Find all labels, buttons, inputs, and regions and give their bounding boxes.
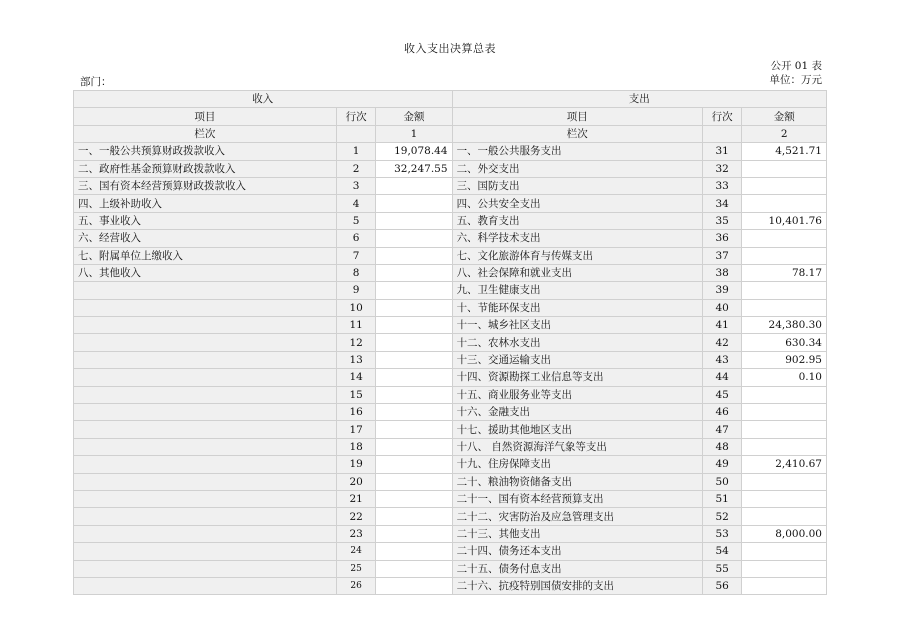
income-item-name (74, 351, 337, 368)
income-amount (376, 247, 452, 264)
expense-amount (742, 386, 827, 403)
income-item-name: 三、国有资本经营预算财政拨款收入 (74, 177, 337, 194)
expense-item-name: 二十二、灾害防治及应急管理支出 (452, 508, 702, 525)
income-amount (376, 456, 452, 473)
expense-item-name: 十八、 自然资源海洋气象等支出 (452, 438, 702, 455)
table-row (74, 195, 827, 212)
income-amount (376, 438, 452, 455)
income-row-header: 行次 (336, 108, 376, 125)
income-item-name (74, 386, 337, 403)
expense-amount (742, 282, 827, 299)
expense-row-number: 52 (702, 508, 742, 525)
expense-amount (742, 195, 827, 212)
income-item-header: 项目 (74, 108, 337, 125)
expense-item-name: 四、公共安全支出 (452, 195, 702, 212)
income-item-name (74, 525, 337, 542)
expense-item-name: 二、外交支出 (452, 160, 702, 177)
expense-item-name: 七、文化旅游体育与传媒支出 (452, 247, 702, 264)
income-row-number: 18 (336, 438, 376, 455)
expense-amount (742, 421, 827, 438)
expense-amount (742, 508, 827, 525)
income-row-number: 25 (336, 560, 376, 577)
income-row-number: 21 (336, 490, 376, 507)
income-row-number: 6 (336, 230, 376, 247)
expense-row-number: 51 (702, 490, 742, 507)
income-amount (376, 508, 452, 525)
income-amount (376, 264, 452, 281)
expense-item-name: 十七、援助其他地区支出 (452, 421, 702, 438)
expense-row-number: 35 (702, 212, 742, 229)
expense-row-number: 40 (702, 299, 742, 316)
expense-row-number: 54 (702, 543, 742, 560)
income-item-name (74, 508, 337, 525)
expense-amount (742, 543, 827, 560)
expense-amount: 78.17 (742, 264, 827, 281)
income-row-number: 9 (336, 282, 376, 299)
income-row-number: 23 (336, 525, 376, 542)
expense-amount: 24,380.30 (742, 317, 827, 334)
expense-amount (742, 560, 827, 577)
income-row-number: 12 (336, 334, 376, 351)
table-row (74, 143, 827, 160)
section-header-row (74, 91, 827, 108)
income-amount (376, 369, 452, 386)
expense-item-name: 二十一、国有资本经营预算支出 (452, 490, 702, 507)
expense-amount (742, 230, 827, 247)
income-item-name: 五、事业收入 (74, 212, 337, 229)
income-row-number: 2 (336, 160, 376, 177)
table-row (74, 351, 827, 368)
income-row-number: 14 (336, 369, 376, 386)
expense-item-name: 三、国防支出 (452, 177, 702, 194)
table-row (74, 543, 827, 560)
expense-item-header: 项目 (452, 108, 702, 125)
income-amount (376, 473, 452, 490)
expense-row-number: 45 (702, 386, 742, 403)
income-amount (376, 421, 452, 438)
table-row (74, 421, 827, 438)
table-row (74, 456, 827, 473)
unit-label: 单位：万元 (769, 74, 822, 86)
table-row (74, 334, 827, 351)
income-row-number: 4 (336, 195, 376, 212)
expense-row-number: 53 (702, 525, 742, 542)
income-lanci-blank (336, 125, 376, 142)
expense-row-number: 36 (702, 230, 742, 247)
expense-item-name: 十一、城乡社区支出 (452, 317, 702, 334)
income-item-name: 一、一般公共预算财政拨款收入 (74, 143, 337, 160)
expense-row-number: 34 (702, 195, 742, 212)
table-row (74, 160, 827, 177)
income-row-number: 26 (336, 577, 376, 594)
expense-row-number: 48 (702, 438, 742, 455)
expense-row-number: 56 (702, 577, 742, 594)
expense-item-name: 十九、住房保障支出 (452, 456, 702, 473)
income-row-number: 24 (336, 543, 376, 560)
table-row (74, 490, 827, 507)
table-row (74, 438, 827, 455)
expense-item-name: 九、卫生健康支出 (452, 282, 702, 299)
expense-lanci-label: 栏次 (452, 125, 702, 142)
income-amount (376, 490, 452, 507)
expense-item-name: 十六、金融支出 (452, 404, 702, 421)
summary-table (73, 90, 827, 595)
page-title: 收入支出决算总表 (404, 42, 496, 55)
table-row (74, 525, 827, 542)
expense-amount: 4,521.71 (742, 143, 827, 160)
income-row-number: 7 (336, 247, 376, 264)
income-amount (376, 195, 452, 212)
income-amount (376, 334, 452, 351)
table-row (74, 264, 827, 281)
income-row-number: 11 (336, 317, 376, 334)
income-amount (376, 282, 452, 299)
income-amount-header: 金额 (376, 108, 452, 125)
expense-item-name: 十五、商业服务业等支出 (452, 386, 702, 403)
meta-right (770, 59, 823, 87)
table-row (74, 299, 827, 316)
income-item-name (74, 490, 337, 507)
income-item-name (74, 543, 337, 560)
expense-amount (742, 404, 827, 421)
expense-row-number: 33 (702, 177, 742, 194)
expense-row-number: 37 (702, 247, 742, 264)
income-item-name (74, 577, 337, 594)
income-row-number: 8 (336, 264, 376, 281)
table-row (74, 386, 827, 403)
expense-row-number: 38 (702, 264, 742, 281)
table-row (74, 317, 827, 334)
expense-item-name: 八、社会保障和就业支出 (452, 264, 702, 281)
expense-amount (742, 177, 827, 194)
income-amount (376, 525, 452, 542)
income-item-name (74, 299, 337, 316)
income-row-number: 19 (336, 456, 376, 473)
expense-amount: 630.34 (742, 334, 827, 351)
expense-lanci-blank (702, 125, 742, 142)
expense-amount-header: 金额 (742, 108, 827, 125)
income-lanci-label: 栏次 (74, 125, 337, 142)
income-row-number: 13 (336, 351, 376, 368)
income-amount (376, 230, 452, 247)
expense-row-number: 44 (702, 369, 742, 386)
income-amount (376, 560, 452, 577)
expense-row-number: 49 (702, 456, 742, 473)
expense-amount: 902.95 (742, 351, 827, 368)
expense-item-name: 二十、粮油物资储备支出 (452, 473, 702, 490)
income-row-number: 10 (336, 299, 376, 316)
income-item-name (74, 456, 337, 473)
expense-amount: 8,000.00 (742, 525, 827, 542)
column-header-row (74, 108, 827, 125)
expense-row-number: 43 (702, 351, 742, 368)
expense-amount: 10,401.76 (742, 212, 827, 229)
income-row-number: 22 (336, 508, 376, 525)
expense-col-index: 2 (742, 125, 827, 142)
expense-amount (742, 438, 827, 455)
income-amount (376, 543, 452, 560)
income-amount: 32,247.55 (376, 160, 452, 177)
income-col-index: 1 (376, 125, 452, 142)
expense-amount (742, 490, 827, 507)
table-row (74, 404, 827, 421)
expense-amount: 0.10 (742, 369, 827, 386)
expense-amount (742, 577, 827, 594)
income-item-name (74, 404, 337, 421)
income-item-name: 八、其他收入 (74, 264, 337, 281)
income-amount (376, 212, 452, 229)
lanci-row (74, 125, 827, 142)
income-item-name (74, 438, 337, 455)
table-row (74, 473, 827, 490)
table-row (74, 282, 827, 299)
income-row-number: 5 (336, 212, 376, 229)
income-amount (376, 351, 452, 368)
table-body (74, 143, 827, 595)
income-row-number: 17 (336, 421, 376, 438)
expense-row-number: 41 (702, 317, 742, 334)
expense-amount (742, 299, 827, 316)
income-amount (376, 404, 452, 421)
expense-row-number: 31 (702, 143, 742, 160)
expense-item-name: 五、教育支出 (452, 212, 702, 229)
form-code: 公开 01 表 (770, 60, 822, 72)
expense-row-header: 行次 (702, 108, 742, 125)
income-item-name: 七、附属单位上缴收入 (74, 247, 337, 264)
expense-item-name: 十二、农林水支出 (452, 334, 702, 351)
expense-item-name: 六、科学技术支出 (452, 230, 702, 247)
income-section-header: 收入 (74, 91, 453, 108)
department-label: 部门： (80, 76, 112, 88)
expense-row-number: 42 (702, 334, 742, 351)
expense-item-name: 十三、交通运输支出 (452, 351, 702, 368)
income-amount (376, 177, 452, 194)
expense-row-number: 46 (702, 404, 742, 421)
income-item-name: 四、上级补助收入 (74, 195, 337, 212)
table-row (74, 560, 827, 577)
income-row-number: 16 (336, 404, 376, 421)
table-row (74, 508, 827, 525)
income-item-name (74, 369, 337, 386)
income-row-number: 1 (336, 143, 376, 160)
expense-item-name: 十、节能环保支出 (452, 299, 702, 316)
table-row (74, 247, 827, 264)
income-amount (376, 299, 452, 316)
income-amount (376, 577, 452, 594)
income-row-number: 3 (336, 177, 376, 194)
expense-item-name: 二十四、债务还本支出 (452, 543, 702, 560)
income-item-name (74, 317, 337, 334)
table-row (74, 177, 827, 194)
expense-row-number: 50 (702, 473, 742, 490)
income-row-number: 15 (336, 386, 376, 403)
expense-amount: 2,410.67 (742, 456, 827, 473)
income-amount (376, 386, 452, 403)
expense-section-header: 支出 (452, 91, 826, 108)
income-item-name: 六、经营收入 (74, 230, 337, 247)
expense-row-number: 47 (702, 421, 742, 438)
income-amount (376, 317, 452, 334)
expense-row-number: 55 (702, 560, 742, 577)
income-item-name (74, 334, 337, 351)
expense-item-name: 十四、资源勘探工业信息等支出 (452, 369, 702, 386)
income-item-name (74, 421, 337, 438)
expense-amount (742, 160, 827, 177)
expense-item-name: 二十六、抗疫特别国债安排的支出 (452, 577, 702, 594)
expense-item-name: 二十三、其他支出 (452, 525, 702, 542)
table-row (74, 577, 827, 594)
income-item-name (74, 473, 337, 490)
income-item-name (74, 560, 337, 577)
income-item-name: 二、政府性基金预算财政拨款收入 (74, 160, 337, 177)
income-amount: 19,078.44 (376, 143, 452, 160)
expense-row-number: 39 (702, 282, 742, 299)
income-row-number: 20 (336, 473, 376, 490)
expense-item-name: 一、一般公共服务支出 (452, 143, 702, 160)
table-row (74, 369, 827, 386)
expense-item-name: 二十五、债务付息支出 (452, 560, 702, 577)
expense-amount (742, 247, 827, 264)
table-row (74, 212, 827, 229)
expense-amount (742, 473, 827, 490)
income-item-name (74, 282, 337, 299)
table-row (74, 230, 827, 247)
expense-row-number: 32 (702, 160, 742, 177)
